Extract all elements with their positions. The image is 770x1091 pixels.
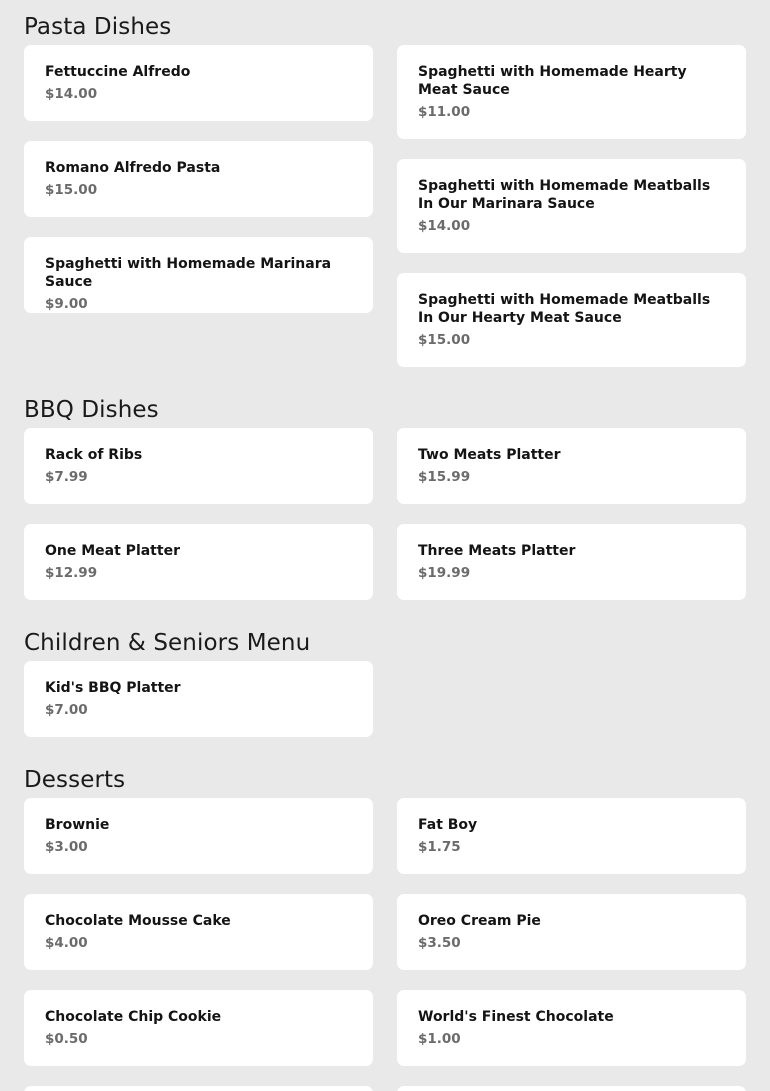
item-name: Two Meats Platter [418,447,561,463]
item-name: Rack of Ribs [45,447,143,463]
menu-item-card[interactable] [397,524,746,600]
item-price: $1.00 [418,1031,461,1047]
menu-item-card-partial[interactable] [24,1086,373,1091]
item-price: $1.75 [418,839,461,855]
item-price: $4.00 [45,935,88,951]
menu-item-card[interactable] [24,428,373,504]
item-price: $15.00 [418,332,471,348]
item-price: $14.00 [45,86,98,102]
item-name: Fat Boy [418,817,478,833]
menu-item-card[interactable] [397,159,746,253]
menu-item-card[interactable] [24,661,373,737]
item-name: Fettuccine Alfredo [45,64,191,80]
item-price: $12.99 [45,565,98,581]
item-name: Oreo Cream Pie [418,913,541,929]
item-name: Three Meats Platter [418,543,576,559]
item-name: Brownie [45,817,110,833]
item-name: Spaghetti with Homemade Hearty Meat Sauce [418,64,687,98]
menu-item-card[interactable] [24,141,373,217]
item-name: Chocolate Mousse Cake [45,913,231,929]
item-price: $15.99 [418,469,471,485]
menu-item-card[interactable] [397,798,746,874]
item-price: $3.00 [45,839,88,855]
menu-item-card-partial[interactable] [397,1086,746,1091]
menu-item-card[interactable] [397,45,746,139]
item-price: $0.50 [45,1031,88,1047]
item-price: $7.00 [45,702,88,718]
menu-item-card[interactable] [397,428,746,504]
menu-item-card[interactable] [24,894,373,970]
item-name: Romano Alfredo Pasta [45,160,221,176]
menu-item-card[interactable] [24,524,373,600]
section-title-bbq: BBQ Dishes [24,397,159,423]
menu-item-card[interactable] [24,45,373,121]
item-price: $19.99 [418,565,471,581]
item-name: Kid's BBQ Platter [45,680,181,696]
section-title-pasta: Pasta Dishes [24,14,172,40]
menu-item-card[interactable] [397,273,746,367]
section-title-desserts: Desserts [24,767,126,793]
menu-item-card[interactable] [24,237,373,313]
item-name: One Meat Platter [45,543,180,559]
item-price: $14.00 [418,218,471,234]
item-name: Spaghetti with Homemade Meatballs In Our Hearty Meat Sauce [418,292,711,326]
section-title-children-seniors: Children & Seniors Menu [24,630,311,656]
item-price: $3.50 [418,935,461,951]
item-price: $11.00 [418,104,471,120]
menu-item-card[interactable] [24,990,373,1066]
item-name: Spaghetti with Homemade Marinara Sauce [45,256,332,290]
item-name: World's Finest Chocolate [418,1009,614,1025]
item-price: $9.00 [45,296,88,312]
item-name: Chocolate Chip Cookie [45,1009,222,1025]
menu-item-card[interactable] [397,894,746,970]
menu-item-card[interactable] [397,990,746,1066]
item-name: Spaghetti with Homemade Meatballs In Our Marinara Sauce [418,178,711,212]
item-price: $15.00 [45,182,98,198]
menu-item-card[interactable] [24,798,373,874]
item-price: $7.99 [45,469,88,485]
